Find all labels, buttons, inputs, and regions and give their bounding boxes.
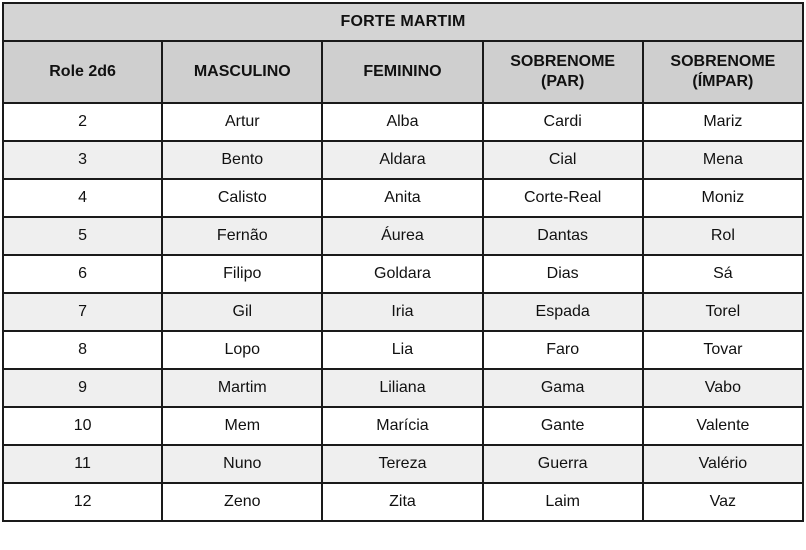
table-row	[3, 407, 803, 445]
surname-odd-cell: Moniz	[643, 179, 803, 217]
surname-odd-cell: Valente	[643, 407, 803, 445]
surname-even-cell: Corte-Real	[483, 179, 643, 217]
surname-even-cell: Laim	[483, 483, 643, 521]
roll-cell: 10	[3, 407, 162, 445]
table-row	[3, 445, 803, 483]
female-name-cell: Anita	[322, 179, 482, 217]
female-name-cell: Iria	[322, 293, 482, 331]
table-row	[3, 179, 803, 217]
header-roll-line1: Role 2d6	[49, 63, 116, 80]
names-table	[2, 2, 804, 522]
table-row	[3, 483, 803, 521]
surname-odd-cell: Mariz	[643, 103, 803, 141]
roll-cell: 9	[3, 369, 162, 407]
header-female-line1: FEMININO	[363, 63, 442, 80]
surname-odd-cell: Rol	[643, 217, 803, 255]
roll-cell: 11	[3, 445, 162, 483]
surname-odd-cell: Mena	[643, 141, 803, 179]
surname-even-cell: Dantas	[483, 217, 643, 255]
table-row	[3, 293, 803, 331]
male-name-cell: Artur	[162, 103, 322, 141]
header-surname-odd-line1: SOBRENOME	[670, 53, 776, 70]
roll-cell: 7	[3, 293, 162, 331]
header-surname-odd-line2: (ÍMPAR)	[692, 73, 754, 90]
male-name-cell: Nuno	[162, 445, 322, 483]
male-name-cell: Zeno	[162, 483, 322, 521]
table-title: FORTE MARTIM	[3, 3, 803, 41]
male-name-cell: Mem	[162, 407, 322, 445]
table-header-row	[3, 41, 803, 103]
surname-odd-cell: Valério	[643, 445, 803, 483]
roll-cell: 12	[3, 483, 162, 521]
female-name-cell: Zita	[322, 483, 482, 521]
male-name-cell: Lopo	[162, 331, 322, 369]
male-name-cell: Calisto	[162, 179, 322, 217]
table-row	[3, 141, 803, 179]
table-row	[3, 217, 803, 255]
roll-cell: 6	[3, 255, 162, 293]
roll-cell: 4	[3, 179, 162, 217]
header-roll	[3, 41, 162, 103]
table-title-row	[3, 3, 803, 41]
table-row	[3, 255, 803, 293]
surname-even-cell: Gante	[483, 407, 643, 445]
male-name-cell: Bento	[162, 141, 322, 179]
male-name-cell: Fernão	[162, 217, 322, 255]
header-surname-even	[483, 41, 643, 103]
surname-odd-cell: Vabo	[643, 369, 803, 407]
roll-cell: 5	[3, 217, 162, 255]
surname-odd-cell: Vaz	[643, 483, 803, 521]
surname-even-cell: Guerra	[483, 445, 643, 483]
header-male-line1: MASCULINO	[193, 63, 291, 80]
surname-odd-cell: Sá	[643, 255, 803, 293]
female-name-cell: Liliana	[322, 369, 482, 407]
surname-even-cell: Gama	[483, 369, 643, 407]
table-row	[3, 103, 803, 141]
male-name-cell: Gil	[162, 293, 322, 331]
header-male	[162, 41, 322, 103]
surname-even-cell: Cardi	[483, 103, 643, 141]
female-name-cell: Aldara	[322, 141, 482, 179]
roll-cell: 3	[3, 141, 162, 179]
surname-even-cell: Dias	[483, 255, 643, 293]
surname-even-cell: Faro	[483, 331, 643, 369]
surname-even-cell: Espada	[483, 293, 643, 331]
table-row	[3, 331, 803, 369]
header-surname-odd	[643, 41, 803, 103]
roll-cell: 8	[3, 331, 162, 369]
header-surname-even-line1: SOBRENOME	[510, 53, 616, 70]
table-body	[3, 103, 803, 521]
header-surname-even-line2: (PAR)	[541, 73, 585, 90]
female-name-cell: Alba	[322, 103, 482, 141]
female-name-cell: Marícia	[322, 407, 482, 445]
names-table-container	[2, 2, 804, 548]
surname-odd-cell: Tovar	[643, 331, 803, 369]
header-female	[322, 41, 482, 103]
female-name-cell: Tereza	[322, 445, 482, 483]
table-row	[3, 369, 803, 407]
surname-odd-cell: Torel	[643, 293, 803, 331]
female-name-cell: Lia	[322, 331, 482, 369]
surname-even-cell: Cial	[483, 141, 643, 179]
female-name-cell: Goldara	[322, 255, 482, 293]
male-name-cell: Filipo	[162, 255, 322, 293]
roll-cell: 2	[3, 103, 162, 141]
male-name-cell: Martim	[162, 369, 322, 407]
female-name-cell: Áurea	[322, 217, 482, 255]
